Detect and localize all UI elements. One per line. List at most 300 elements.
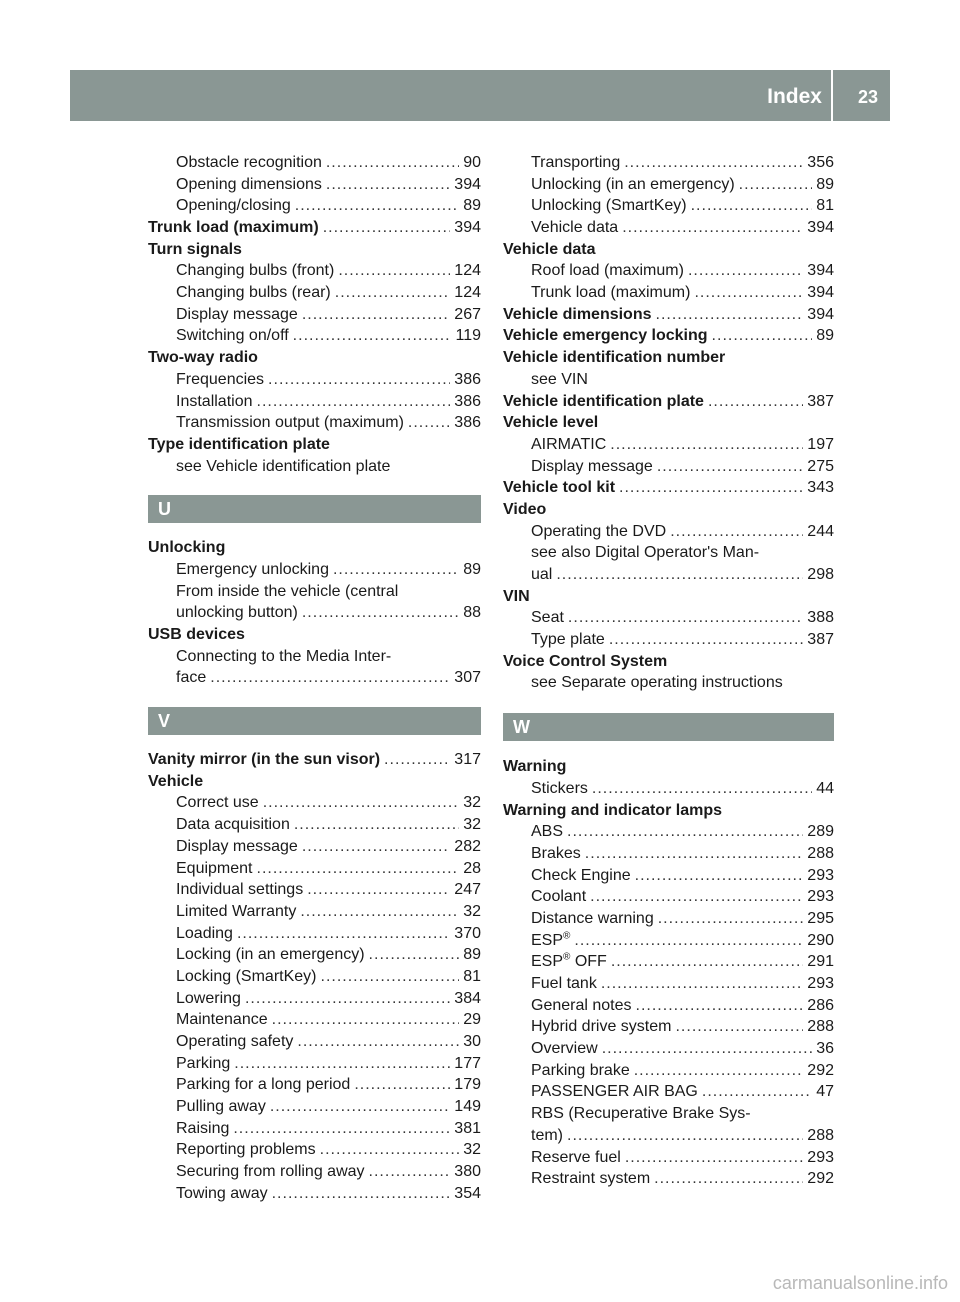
page-reference[interactable]: 293 bbox=[807, 888, 834, 906]
page-reference[interactable]: 317 bbox=[454, 751, 481, 769]
entry-label bbox=[176, 901, 296, 923]
index-subentry[interactable] bbox=[148, 174, 481, 196]
index-entry[interactable] bbox=[503, 304, 834, 326]
page-reference[interactable]: 286 bbox=[807, 996, 834, 1014]
entry-label-text: General notes bbox=[531, 996, 632, 1014]
entry-label-text: Display message bbox=[176, 837, 298, 855]
page-reference[interactable]: 90 bbox=[463, 153, 481, 171]
entry-label bbox=[531, 778, 588, 800]
index-subentry[interactable] bbox=[503, 1125, 834, 1147]
entry-label-text: Vehicle data bbox=[503, 240, 596, 258]
dot-leader bbox=[257, 391, 451, 413]
page-reference[interactable]: 47 bbox=[816, 1083, 834, 1101]
index-subentry[interactable] bbox=[148, 282, 481, 304]
dot-leader bbox=[636, 995, 804, 1017]
entry-label-text: ual bbox=[531, 566, 553, 584]
dot-leader bbox=[257, 858, 460, 880]
entry-label bbox=[531, 152, 620, 174]
dot-leader bbox=[369, 944, 460, 966]
index-subentry[interactable] bbox=[148, 836, 481, 858]
page-reference[interactable]: 124 bbox=[454, 262, 481, 280]
entry-label-text: Trunk load (maximum) bbox=[148, 219, 319, 237]
index-subentry[interactable] bbox=[148, 1074, 481, 1096]
index-subentry[interactable] bbox=[503, 1147, 834, 1169]
entry-label-text: Locking (SmartKey) bbox=[176, 967, 317, 985]
entry-label bbox=[503, 756, 566, 778]
page-reference[interactable]: 387 bbox=[807, 392, 834, 410]
dot-leader bbox=[369, 1161, 451, 1183]
index-entry[interactable] bbox=[503, 391, 834, 413]
index-subentry[interactable] bbox=[503, 434, 834, 456]
page-reference[interactable]: 32 bbox=[463, 794, 481, 812]
index-subentry[interactable] bbox=[503, 1060, 834, 1082]
index-subentry[interactable] bbox=[503, 282, 834, 304]
page-reference[interactable]: 386 bbox=[454, 414, 481, 432]
entry-label-text: Two-way radio bbox=[148, 349, 258, 367]
entry-label-text: Limited Warranty bbox=[176, 902, 297, 920]
dot-leader bbox=[739, 174, 813, 196]
dot-leader bbox=[268, 369, 450, 391]
registered-mark: ® bbox=[563, 930, 571, 942]
index-subentry[interactable] bbox=[148, 793, 481, 815]
entry-label bbox=[176, 174, 322, 196]
dot-leader bbox=[675, 1016, 803, 1038]
entry-label-text: Installation bbox=[176, 392, 253, 410]
entry-label-text: Vehicle dimensions bbox=[503, 305, 652, 323]
index-subentry[interactable] bbox=[503, 930, 834, 952]
entry-label-text: see Vehicle identification plate bbox=[176, 457, 391, 475]
entry-label bbox=[176, 391, 253, 413]
index-subentry[interactable] bbox=[503, 260, 834, 282]
page-reference[interactable]: 44 bbox=[816, 779, 834, 797]
entry-label bbox=[148, 434, 330, 456]
entry-label bbox=[531, 629, 605, 651]
page-reference[interactable]: 394 bbox=[807, 284, 834, 302]
entry-label-text: see VIN bbox=[531, 370, 588, 388]
page-reference[interactable]: 267 bbox=[454, 305, 481, 323]
entry-label-text: Vanity mirror (in the sun visor) bbox=[148, 751, 381, 769]
page-reference[interactable]: 282 bbox=[454, 837, 481, 855]
page-reference[interactable]: 292 bbox=[807, 1170, 834, 1188]
page-reference[interactable]: 32 bbox=[463, 1141, 481, 1159]
page-reference[interactable]: 293 bbox=[807, 975, 834, 993]
page-reference[interactable]: 291 bbox=[807, 953, 834, 971]
index-subentry bbox=[503, 369, 834, 391]
page-reference[interactable]: 293 bbox=[807, 866, 834, 884]
page-reference[interactable]: 292 bbox=[807, 1061, 834, 1079]
dot-leader bbox=[635, 865, 804, 887]
page-reference[interactable]: 380 bbox=[454, 1163, 481, 1181]
page-reference[interactable]: 244 bbox=[807, 522, 834, 540]
dot-leader bbox=[656, 304, 804, 326]
index-column-left bbox=[148, 152, 481, 1205]
section-title: Index bbox=[767, 85, 822, 108]
header-divider bbox=[831, 70, 833, 121]
entry-label bbox=[148, 347, 258, 369]
index-subentry[interactable] bbox=[503, 217, 834, 239]
index-subentry[interactable] bbox=[148, 1118, 481, 1140]
page-reference[interactable]: 124 bbox=[454, 284, 481, 302]
index-subentry[interactable] bbox=[503, 886, 834, 908]
dot-leader bbox=[567, 821, 803, 843]
entry-label bbox=[531, 1103, 751, 1125]
page-reference[interactable]: 89 bbox=[463, 197, 481, 215]
page-reference[interactable]: 394 bbox=[807, 262, 834, 280]
index-subentry[interactable] bbox=[148, 369, 481, 391]
index-subentry[interactable] bbox=[148, 901, 481, 923]
page-reference[interactable]: 381 bbox=[454, 1119, 481, 1137]
entry-label bbox=[503, 239, 596, 261]
dot-leader bbox=[234, 1053, 450, 1075]
entry-label-suffix: OFF bbox=[570, 953, 607, 971]
index-subentry[interactable] bbox=[148, 1096, 481, 1118]
dot-leader bbox=[384, 749, 450, 771]
entry-label-text: Unlocking bbox=[148, 539, 226, 557]
page-reference[interactable]: 28 bbox=[463, 859, 481, 877]
entry-label-text: Type identification plate bbox=[148, 435, 330, 453]
entry-label-text: Type plate bbox=[531, 631, 605, 649]
index-subentry[interactable] bbox=[148, 412, 481, 434]
index-subentry[interactable] bbox=[148, 667, 481, 689]
index-subentry[interactable] bbox=[503, 607, 834, 629]
entry-label-text: Seat bbox=[531, 609, 564, 627]
index-subentry[interactable] bbox=[503, 843, 834, 865]
entry-label-text: Vehicle level bbox=[503, 414, 599, 432]
index-subentry[interactable] bbox=[503, 152, 834, 174]
page-reference[interactable]: 32 bbox=[463, 902, 481, 920]
entry-label bbox=[531, 1168, 650, 1190]
entry-label-text: Operating safety bbox=[176, 1033, 294, 1051]
entry-label bbox=[503, 586, 530, 608]
page-reference[interactable]: 307 bbox=[454, 669, 481, 687]
dot-leader bbox=[333, 559, 459, 581]
index-subentry[interactable] bbox=[503, 456, 834, 478]
page-reference[interactable]: 247 bbox=[454, 881, 481, 899]
dot-leader bbox=[634, 1060, 804, 1082]
entry-label-text: Restraint system bbox=[531, 1170, 651, 1188]
entry-label-text: Individual settings bbox=[176, 881, 304, 899]
entry-label bbox=[176, 195, 291, 217]
entry-label-text: Video bbox=[503, 500, 547, 518]
page-reference[interactable]: 298 bbox=[807, 566, 834, 584]
page-reference[interactable]: 197 bbox=[807, 435, 834, 453]
entry-label bbox=[176, 1009, 268, 1031]
entry-label bbox=[531, 434, 606, 456]
index-subentry[interactable] bbox=[148, 1161, 481, 1183]
dot-leader bbox=[568, 607, 803, 629]
entry-label-text: Display message bbox=[531, 457, 653, 475]
index-subentry[interactable] bbox=[503, 973, 834, 995]
page-reference[interactable]: 81 bbox=[816, 197, 834, 215]
page-reference[interactable]: 89 bbox=[816, 175, 834, 193]
page-reference[interactable]: 32 bbox=[463, 816, 481, 834]
letter-heading: W bbox=[503, 713, 834, 741]
entry-label-text: Parking bbox=[176, 1054, 231, 1072]
index-subentry[interactable] bbox=[148, 152, 481, 174]
entry-label bbox=[531, 843, 581, 865]
registered-mark: ® bbox=[563, 952, 571, 964]
entry-label-text: Stickers bbox=[531, 779, 588, 797]
index-entry[interactable] bbox=[148, 749, 481, 771]
page-reference[interactable]: 177 bbox=[454, 1054, 481, 1072]
dot-leader bbox=[574, 930, 803, 952]
page-reference[interactable]: 119 bbox=[455, 327, 481, 345]
page-reference[interactable]: 394 bbox=[454, 219, 481, 237]
dot-leader bbox=[658, 908, 804, 930]
page-reference[interactable]: 394 bbox=[807, 219, 834, 237]
page-reference[interactable]: 29 bbox=[463, 1011, 481, 1029]
entry-label bbox=[176, 646, 391, 668]
dot-leader bbox=[567, 1125, 803, 1147]
entry-label bbox=[531, 456, 653, 478]
index-subentry[interactable] bbox=[503, 1168, 834, 1190]
entry-label bbox=[176, 1183, 268, 1205]
index-subentry[interactable] bbox=[503, 1082, 834, 1104]
entry-label bbox=[176, 792, 259, 814]
page-reference[interactable]: 343 bbox=[807, 479, 834, 497]
entry-label bbox=[176, 966, 317, 988]
entry-label bbox=[176, 304, 298, 326]
dot-leader bbox=[263, 792, 460, 814]
page-number: 23 bbox=[857, 87, 878, 107]
entry-label-text: AIRMATIC bbox=[531, 435, 607, 453]
page-reference[interactable]: 289 bbox=[807, 823, 834, 841]
entry-label bbox=[176, 282, 331, 304]
entry-label-text: Vehicle identification plate bbox=[503, 392, 704, 410]
index-subentry[interactable] bbox=[148, 944, 481, 966]
entry-label-text: tem) bbox=[531, 1126, 563, 1144]
entry-label-text: Check Engine bbox=[531, 866, 631, 884]
letter-heading: V bbox=[148, 707, 481, 735]
entry-label bbox=[531, 607, 564, 629]
index-subentry[interactable] bbox=[503, 1038, 834, 1060]
entry-label bbox=[531, 1016, 671, 1038]
index-subentry[interactable] bbox=[503, 564, 834, 586]
index-subentry[interactable] bbox=[503, 908, 834, 930]
entry-label bbox=[176, 559, 329, 581]
index-subentry[interactable] bbox=[148, 559, 481, 581]
entry-label-text: Coolant bbox=[531, 888, 587, 906]
page-reference[interactable]: 293 bbox=[807, 1148, 834, 1166]
entry-label bbox=[503, 347, 725, 369]
index-subentry[interactable] bbox=[148, 1053, 481, 1075]
dot-leader bbox=[233, 1118, 450, 1140]
index-entry[interactable] bbox=[148, 217, 481, 239]
index-subentry[interactable] bbox=[503, 951, 834, 973]
page-reference[interactable]: 370 bbox=[454, 924, 481, 942]
entry-label-text: Obstacle recognition bbox=[176, 153, 322, 171]
index-subentry[interactable] bbox=[148, 195, 481, 217]
dot-leader bbox=[293, 325, 452, 347]
page-reference[interactable]: 30 bbox=[463, 1033, 481, 1051]
index-entry bbox=[148, 434, 481, 456]
index-entry[interactable] bbox=[503, 326, 834, 348]
page-reference[interactable]: 387 bbox=[807, 631, 834, 649]
page-reference[interactable]: 386 bbox=[454, 392, 481, 410]
page-reference[interactable]: 81 bbox=[463, 967, 481, 985]
dot-leader bbox=[300, 901, 459, 923]
dot-leader bbox=[688, 260, 803, 282]
entry-label bbox=[176, 602, 298, 624]
index-subentry[interactable] bbox=[503, 195, 834, 217]
entry-label-text: Parking for a long period bbox=[176, 1076, 351, 1094]
index-entry bbox=[503, 347, 834, 369]
entry-label-text: see also Digital Operator's Man- bbox=[531, 544, 760, 562]
index-subentry[interactable] bbox=[148, 1031, 481, 1053]
dot-leader bbox=[625, 1147, 803, 1169]
entry-label bbox=[176, 1096, 266, 1118]
dot-leader bbox=[338, 260, 450, 282]
index-subentry bbox=[503, 542, 834, 564]
index-subentry[interactable] bbox=[148, 304, 481, 326]
page-reference[interactable]: 288 bbox=[807, 1018, 834, 1036]
index-subentry[interactable] bbox=[148, 814, 481, 836]
page-reference[interactable]: 394 bbox=[807, 305, 834, 323]
entry-label-text: Voice Control System bbox=[503, 652, 668, 670]
entry-label-text: Warning bbox=[503, 758, 567, 776]
page-reference[interactable]: 394 bbox=[454, 175, 481, 193]
dot-leader bbox=[702, 1081, 812, 1103]
entry-label-text: Fuel tank bbox=[531, 975, 597, 993]
index-subentry[interactable] bbox=[148, 988, 481, 1010]
index-subentry[interactable] bbox=[148, 858, 481, 880]
entry-label bbox=[531, 908, 654, 930]
index-subentry[interactable] bbox=[503, 521, 834, 543]
entry-label-text: Frequencies bbox=[176, 370, 265, 388]
dot-leader bbox=[624, 152, 803, 174]
page-reference[interactable]: 290 bbox=[807, 931, 834, 949]
index-subentry[interactable] bbox=[148, 602, 481, 624]
entry-label bbox=[176, 836, 298, 858]
entry-label bbox=[148, 537, 225, 559]
entry-label bbox=[531, 217, 618, 239]
page-reference[interactable]: 36 bbox=[816, 1040, 834, 1058]
dot-leader bbox=[302, 602, 459, 624]
index-subentry bbox=[503, 1103, 834, 1125]
entry-label bbox=[531, 195, 687, 217]
entry-label-text: Parking brake bbox=[531, 1061, 630, 1079]
page-reference[interactable]: 89 bbox=[463, 560, 481, 578]
dot-leader bbox=[590, 886, 803, 908]
page-reference[interactable]: 384 bbox=[454, 989, 481, 1007]
entry-label-text: Vehicle bbox=[148, 772, 204, 790]
index-subentry[interactable] bbox=[148, 966, 481, 988]
page-reference[interactable]: 149 bbox=[454, 1098, 481, 1116]
index-subentry[interactable] bbox=[148, 1183, 481, 1205]
entry-label-text: Changing bulbs (front) bbox=[176, 262, 335, 280]
entry-label bbox=[531, 930, 570, 952]
page-reference[interactable]: 89 bbox=[816, 327, 834, 345]
dot-leader bbox=[585, 843, 804, 865]
index-subentry[interactable] bbox=[503, 629, 834, 651]
index-entry bbox=[503, 499, 834, 521]
page-reference[interactable]: 179 bbox=[454, 1076, 481, 1094]
entry-label-text: Opening dimensions bbox=[176, 175, 322, 193]
index-subentry[interactable] bbox=[503, 1016, 834, 1038]
dot-leader bbox=[272, 1183, 451, 1205]
index-subentry[interactable] bbox=[148, 879, 481, 901]
entry-label bbox=[531, 1060, 630, 1082]
entry-label-text: Display message bbox=[176, 305, 298, 323]
header-bar bbox=[70, 70, 890, 121]
entry-label-text: unlocking button) bbox=[176, 604, 298, 622]
entry-label-text: Transporting bbox=[531, 153, 621, 171]
page-reference[interactable]: 386 bbox=[454, 370, 481, 388]
entry-label-text: Towing away bbox=[176, 1184, 268, 1202]
dot-leader bbox=[592, 778, 812, 800]
page-reference[interactable]: 288 bbox=[807, 1126, 834, 1144]
index-subentry[interactable] bbox=[148, 260, 481, 282]
entry-label bbox=[531, 973, 597, 995]
entry-label bbox=[176, 1161, 365, 1183]
page-reference[interactable]: 275 bbox=[807, 457, 834, 475]
dot-leader bbox=[694, 282, 803, 304]
dot-leader bbox=[323, 217, 451, 239]
index-subentry[interactable] bbox=[148, 923, 481, 945]
index-entry bbox=[148, 537, 481, 559]
dot-leader bbox=[326, 174, 450, 196]
dot-leader bbox=[326, 152, 459, 174]
index-entry bbox=[503, 800, 834, 822]
dot-leader bbox=[272, 1009, 460, 1031]
entry-label bbox=[531, 995, 632, 1017]
index-subentry[interactable] bbox=[503, 174, 834, 196]
page-reference[interactable]: 356 bbox=[807, 153, 834, 171]
entry-label-text: ABS bbox=[531, 823, 564, 841]
entry-label bbox=[176, 1118, 229, 1140]
entry-label bbox=[148, 217, 319, 239]
page-reference[interactable]: 388 bbox=[807, 609, 834, 627]
entry-label bbox=[531, 865, 631, 887]
entry-label bbox=[531, 369, 588, 391]
index-subentry[interactable] bbox=[148, 326, 481, 348]
entry-label-text: Loading bbox=[176, 924, 233, 942]
dot-leader bbox=[354, 1074, 450, 1096]
entry-label-text: Brakes bbox=[531, 844, 581, 862]
entry-label-text: Connecting to the Media Inter- bbox=[176, 647, 392, 665]
entry-label bbox=[531, 1147, 621, 1169]
index-subentry[interactable] bbox=[503, 778, 834, 800]
page-reference[interactable]: 295 bbox=[807, 909, 834, 927]
entry-label-text: Unlocking (SmartKey) bbox=[531, 197, 687, 215]
entry-label bbox=[531, 886, 586, 908]
entry-label bbox=[531, 542, 759, 564]
index-subentry[interactable] bbox=[503, 865, 834, 887]
index-entry[interactable] bbox=[503, 477, 834, 499]
index-subentry[interactable] bbox=[503, 821, 834, 843]
entry-label bbox=[531, 951, 607, 973]
index-subentry[interactable] bbox=[503, 995, 834, 1017]
index-subentry[interactable] bbox=[148, 391, 481, 413]
index-subentry[interactable] bbox=[148, 1140, 481, 1162]
entry-label bbox=[531, 672, 783, 694]
entry-label bbox=[176, 1074, 350, 1096]
entry-label bbox=[176, 858, 253, 880]
entry-label-text: Turn signals bbox=[148, 240, 242, 258]
dot-leader bbox=[302, 304, 450, 326]
entry-label bbox=[503, 800, 722, 822]
entry-label-text: Roof load (maximum) bbox=[531, 262, 684, 280]
entry-label-text: Distance warning bbox=[531, 909, 654, 927]
page-reference[interactable]: 88 bbox=[463, 604, 481, 622]
entry-label-text: Changing bulbs (rear) bbox=[176, 284, 331, 302]
page-reference[interactable]: 89 bbox=[463, 946, 481, 964]
index-entry bbox=[503, 756, 834, 778]
page-reference[interactable]: 354 bbox=[454, 1184, 481, 1202]
index-subentry[interactable] bbox=[148, 1009, 481, 1031]
entry-label-text: see Separate operating instructions bbox=[531, 674, 783, 692]
page-reference[interactable]: 288 bbox=[807, 844, 834, 862]
